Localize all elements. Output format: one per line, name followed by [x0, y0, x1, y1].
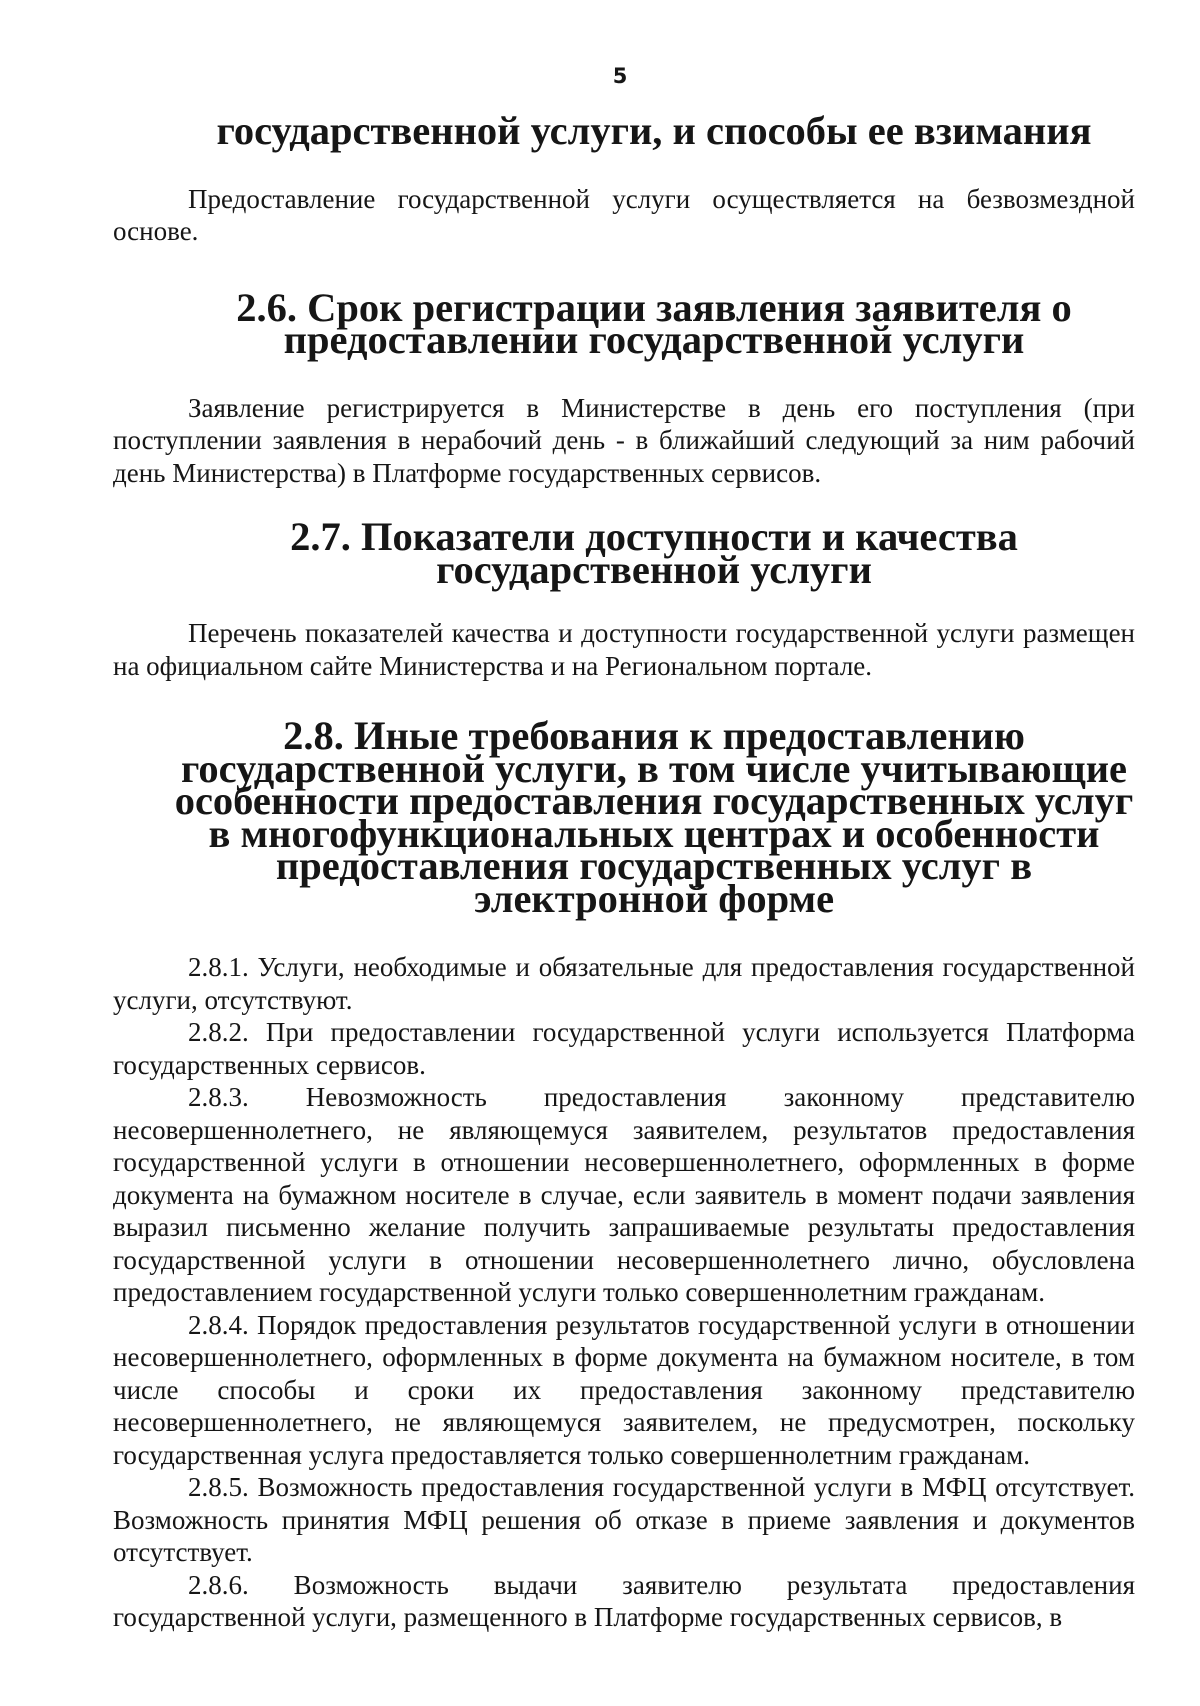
page-number: 5	[612, 64, 628, 88]
section-2-8-heading: 2.8. Иные требования к предоставлению государственной услуги, в том числе учитывающие особенности предоставления государственных услуг в многофункциональных центрах и особенности предоставления государственных услуг в электронной форме	[174, 713, 1134, 921]
item-2-8-3: 2.8.3. Невозможность предоставления законному представителю несовершеннолетнего, не являющемуся заявителем, результатов предоставления государственной услуги в отношении несовершеннолетнего, оформленных в форме документа на бумажном носителе в случае, если заявитель в момент подачи заявления выразил письменно желание получить запрашиваемые результаты предоставления государственной услуги в отношении несовершеннолетнего лично, обусловлена предоставлением государственной услуги только совершеннолетним гражданам.	[113, 1082, 1135, 1307]
section-2-7-heading: 2.7. Показатели доступности и качества государственной услуги	[290, 514, 1018, 592]
section-2-7-paragraph: Перечень показателей качества и доступности государственной услуги размещен на официальном сайте Министерства и на Региональном портале.	[113, 618, 1135, 681]
intro-paragraph: Предоставление государственной услуги осуществляется на безвозмездной основе.	[113, 183, 1135, 246]
item-2-8-1: 2.8.1. Услуги, необходимые и обязательные для предоставления государственной услуги, отсутствуют.	[113, 952, 1135, 1015]
document-body	[113, 108, 1135, 1634]
section-2-6-paragraph: Заявление регистрируется в Министерстве в день его поступления (при поступлении заявления в нерабочий день - в ближайший следующий за ним рабочий день Министерства) в Платформе государственных сервисов.	[113, 392, 1135, 488]
section-2-6-heading: 2.6. Срок регистрации заявления заявителя о предоставлении государственной услуги	[236, 284, 1072, 362]
item-2-8-6: 2.8.6. Возможность выдачи заявителю результата предоставления государственной услуги, размещенного в Платформе государственных сервисов, в	[113, 1569, 1135, 1632]
item-2-8-5: 2.8.5. Возможность предоставления государственной услуги в МФЦ отсутствует. Возможность принятия МФЦ решения об отказе в приеме заявления и документов отсутствует.	[113, 1472, 1135, 1567]
item-2-8-2: 2.8.2. При предоставлении государственной услуги используется Платформа государственных сервисов.	[113, 1017, 1135, 1080]
intro-heading: государственной услуги, и способы ее взимания	[216, 108, 1092, 153]
item-2-8-4: 2.8.4. Порядок предоставления результатов государственной услуги в отношении несовершеннолетнего, оформленных в форме документа на бумажном носителе, в том числе способы и сроки их предоставления законному представителю несовершеннолетнего, не являющемуся заявителем, не предусмотрен, поскольку государственная услуга предоставляется только совершеннолетним гражданам.	[113, 1309, 1135, 1470]
